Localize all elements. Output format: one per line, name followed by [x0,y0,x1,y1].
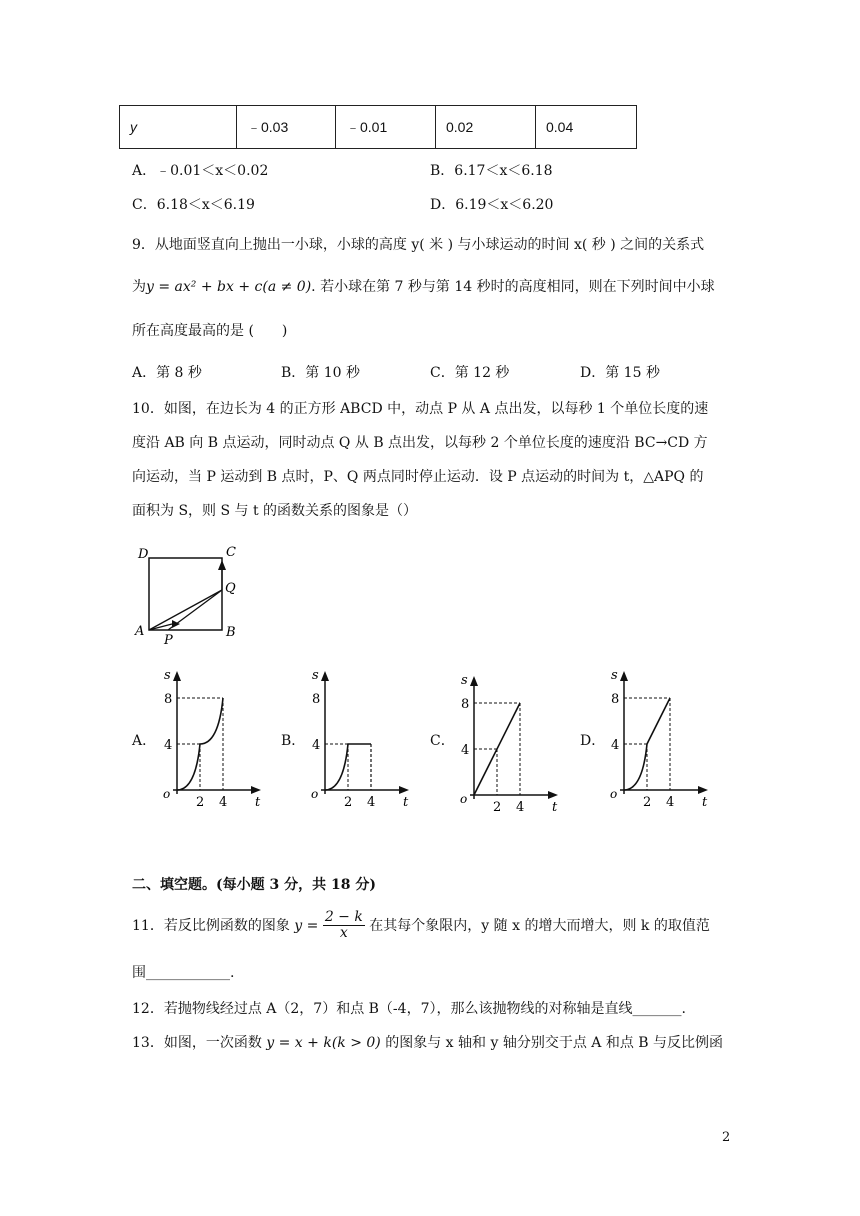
graph-option-a [155,665,265,810]
section-heading: 二、填空题。(每小题 3 分，共 18 分) [132,877,376,893]
q11-line2: 围____________. [132,965,235,981]
q9-prefix: 为 [132,279,146,295]
q11-denominator: x [339,925,348,942]
tick-label-s8: 8 [461,697,470,712]
tick-label-4: 4 [666,795,675,810]
tick-label-s4: 4 [312,738,321,753]
q10-line1: 10．如图，在边长为 4 的正方形 ABCD 中，动点 P 从 A 点出发，以每秒 1 个单位长度的速 [132,401,709,417]
q11-line1 [132,910,710,942]
origin-label: o [163,787,171,801]
tick-label-2: 2 [196,795,205,810]
x-axis-arrow [698,786,708,794]
label-d: D [138,547,149,562]
x-axis-arrow [251,786,261,794]
axis-label-s: s [611,668,618,683]
y-axis-arrow [470,676,478,686]
tick-label-s8: 8 [611,692,620,707]
q10-line2: 度沿 AB 向 B 点运动，同时动点 Q 从 B 点出发，以每秒 2 个单位长度的速度沿 BC→CD 方 [132,435,708,451]
tick-label-s8: 8 [312,692,321,707]
x-axis-arrow [399,786,409,794]
q8-option-a: A．﹣0.01＜x＜0.02 [132,163,269,179]
tick-label-4: 4 [219,795,228,810]
label-p: P [164,633,173,648]
q11-eq: = [302,917,323,934]
tick-label-s4: 4 [461,743,470,758]
graph-option-a-label: A． [132,733,157,749]
table-cell: ﹣0.01 [336,106,436,149]
axis-label-t: t [255,795,261,810]
q9-option-d: D．第 15 秒 [580,365,660,381]
q11-suffix: 在其每个象限内，y 随 x 的增大而增大，则 k 的取值范 [364,917,710,934]
arrow-q-head [218,560,226,570]
y-axis-arrow [321,671,329,681]
page-number: 2 [722,1130,731,1145]
tick-label-s8: 8 [164,692,173,707]
q13-prefix: 13．如图，一次函数 [132,1035,267,1051]
table-row [120,106,637,149]
graph-option-c [452,670,562,815]
q10-line4: 面积为 S，则 S 与 t 的函数关系的图象是（） [132,503,418,519]
x-axis-arrow [548,791,558,799]
tick-label-2: 2 [493,800,502,815]
q8-option-c: C．6.18＜x＜6.19 [132,197,255,213]
graph-option-b-label: B． [281,733,306,749]
axis-label-s: s [164,668,171,683]
q9-line1: 9．从地面竖直向上抛出一小球，小球的高度 y( 米 ) 与小球运动的时间 x( 秒 ) 之间的关系式 [132,237,705,253]
square-abcd [149,558,222,630]
q13-formula: y = x + k(k > 0) [266,1035,381,1051]
q11-fraction [323,910,365,942]
q12-line: 12．若抛物线经过点 A（2，7）和点 B（-4，7），那么该抛物线的对称轴是直线_______. [132,1001,686,1017]
label-q: Q [225,581,236,596]
y-axis-arrow [620,671,628,681]
graph-option-d-label: D． [580,733,606,749]
q8-option-d: D．6.19＜x＜6.20 [430,197,554,213]
label-c: C [226,545,236,560]
tick-label-2: 2 [344,795,353,810]
value-table [119,105,637,149]
table-cell: y [120,106,237,149]
graph-option-b [303,665,413,810]
q13-line [132,1032,723,1052]
q11-numerator: 2 − k [324,909,363,925]
q9-option-c: C．第 12 秒 [430,365,510,381]
q10-line3: 向运动，当 P 运动到 B 点时，P、Q 两点同时停止运动．设 P 点运动的时间为 t，△APQ 的 [132,469,704,485]
table-cell: ﹣0.03 [237,106,336,149]
segment-aq [149,590,222,630]
q9-option-b: B．第 10 秒 [281,365,361,381]
q9-suffix: . 若小球在第 7 秒与第 14 秒时的高度相同，则在下列时间中小球 [311,279,715,295]
tick-label-2: 2 [643,795,652,810]
tick-label-4: 4 [367,795,376,810]
q13-suffix: 的图象与 x 轴和 y 轴分别交于点 A 和点 B 与反比例函 [380,1035,724,1051]
axis-label-s: s [312,668,319,683]
y-axis-arrow [173,671,181,681]
q9-line2 [132,276,715,296]
q11-y: y [294,917,303,934]
table-cell: 0.04 [536,106,637,149]
label-a: A [135,624,145,639]
origin-label: o [610,787,618,801]
tick-label-4: 4 [516,800,525,815]
axis-label-t: t [403,795,409,810]
q8-option-b: B．6.17＜x＜6.18 [430,163,553,179]
graph-option-d [602,665,712,810]
tick-label-s4: 4 [611,738,620,753]
square-figure [130,540,250,650]
q9-line3: 所在高度最高的是 ( ) [132,323,288,339]
origin-label: o [311,787,319,801]
table-cell: 0.02 [436,106,536,149]
q9-formula: y = ax² + bx + c(a ≠ 0) [146,279,312,295]
tick-label-s4: 4 [164,738,173,753]
graph-option-c-label: C． [430,733,455,749]
origin-label: o [460,792,468,806]
q9-option-a: A．第 8 秒 [132,365,202,381]
q11-prefix: 11．若反比例函数的图象 [132,917,295,934]
label-b: B [226,625,236,640]
axis-label-t: t [702,795,708,810]
axis-label-s: s [461,673,468,688]
axis-label-t: t [552,800,558,815]
